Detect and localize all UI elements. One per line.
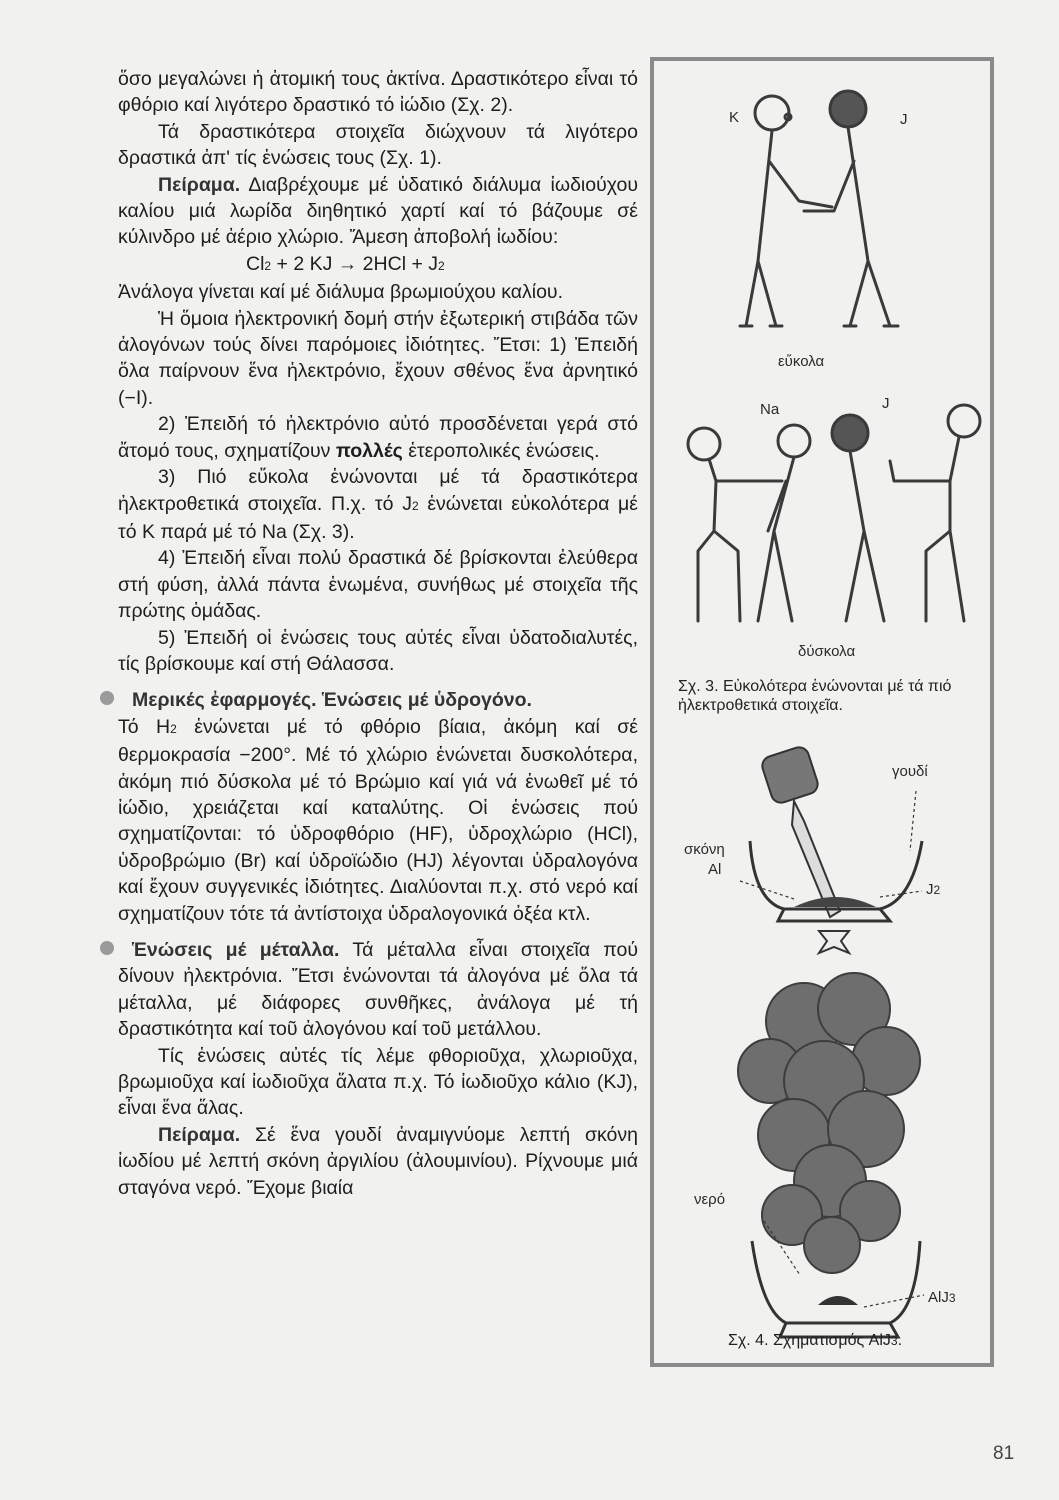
text-span: 3) Πιό εὔκολα ἑνώνονται μέ τά δραστικότερα ἠλεκτροθετικά στοιχεῖα. Π.χ. τό J [118,466,638,515]
subscript: 2 [411,498,419,513]
right-figure-body [890,437,964,621]
paragraph [118,464,638,545]
section-hydrogen [118,687,638,713]
subscript: 2 [264,258,272,273]
potassium-head [755,96,789,130]
product-pile [818,1296,858,1305]
paragraph: Ἡ ὅμοια ἠλεκτρονική δομή στήν ἐξωτερική στιβάδα τῶν ἀλογόνων τούς δίνει παρόμοιες ἰδιότητες. Ἔτσι: 1) Ἐπειδή ὅλα παίρνουν ἕνα ἠλεκτρόνιο, ἔχουν σθένος ἕνα ἀρνητικό (−I). [118,307,638,409]
subscript: 2 [438,258,445,273]
left-figure-body [698,459,782,621]
equation-part: Cl [246,252,265,275]
paragraph: 5) Ἐπειδή οἱ ἑνώσεις τους αὐτές εἶναι ὑδατοδιαλυτές, τίς βρίσκουμε καί στή Θάλασσα. [118,626,638,675]
sodium-head [778,425,810,457]
paragraph: ὅσο μεγαλώνει ἡ ἀτομική τους ἀκτίνα. Δραστικότερο εἶναι τό φθόριο καί λιγότερο δραστικό τό ἰώδιο (Σχ. 2). [118,68,638,117]
label-na: Na [760,401,780,418]
experiment-text: Διαβρέχουμε μέ ὑδατικό διάλυμα ἰωδιούχου καλίου μιά λωρίδα διηθητικό χαρτί καί τό βάζουμε σέ κύλινδρο μέ ἀέριο χλώριο. Ἄμεση ἀποβολή ἰωδίου: [118,173,638,249]
chemical-equation [118,251,638,279]
label-alj3-text: AlJ [928,1289,949,1306]
subscript: 2 [170,721,177,736]
iodine-head-2 [832,415,868,451]
section-heading: Ἑνώσεις μέ μέταλλα. [132,939,340,961]
label-k: K [729,109,740,126]
paragraph [118,714,638,927]
subscript: 3 [890,1334,898,1348]
stick-figures-hard [688,405,980,621]
text-span: 2) Ἐπειδή τό ἠλεκτρόνιο αὐτό προσδένεται γερά στό ἄτομό τους, σχηματίζουν [118,413,638,462]
page-number: 81 [993,1443,1015,1464]
subscript: 3 [948,1291,956,1305]
label-water: νερό [694,1191,726,1208]
stick-figures-easy [740,91,898,326]
right-figure-head [948,405,980,437]
experiment-paragraph [118,1122,638,1201]
label-j-top: J [900,111,908,128]
iodine-head [830,91,866,127]
figure-panel [650,57,994,1367]
label-alj3 [928,1289,956,1306]
paragraph [118,411,638,464]
experiment-paragraph [118,172,638,251]
subscript: 2 [933,883,941,897]
label-j2-text: J [926,881,934,898]
label-easy: εὔκολα [778,353,825,370]
caption-period: . [897,1332,903,1349]
paragraph: 4) Ἐπειδή εἶναι πολύ δραστικά δέ βρίσκονται ἐλεύθερα στή φύση, ἀλλά πάντα ἑνωμένα, συνήθως μέ στοιχεῖα τῆς πρώτης ὁμάδας. [118,547,638,623]
iodine-body [804,127,890,326]
paragraph: Τά δραστικότερα στοιχεῖα διώχνουν τά λιγότερο δραστικά ἀπ' τίς ἑνώσεις τους (Σχ. 1). [118,120,638,170]
text-span: ἑτεροπολικές ἑνώσεις. [402,439,600,462]
label-j2 [926,881,940,898]
label-mortar: γουδί [892,763,928,780]
experiment-label: Πείραμα. [158,1123,241,1146]
iodine-smoke-cloud [738,973,920,1273]
experiment-text: Σέ ἕνα γουδί ἀναμιγνύομε λεπτή σκόνη ἰωδίου μέ λεπτή σκόνη ἀργιλίου (ἀλουμινίου). Ρίχνουμε μιά σταγόνα νερό. Ἔχομε βιαία [118,1123,638,1199]
text-span: ἑνώνεται μέ τό φθόριο βίαια, ἀκόμη καί σέ θερμοκρασία −200°. Μέ τό χλώριο ἑνώνεται δυσκολότερα, ἀκόμη πιό δύσκολα μέ τό Βρώμιο καί γιά νά ἑνωθεῖ μέ τό ἰώδιο, χρειάζεται καί καταλύτης. Οἱ ἑνώσεις πού σχηματίζονται: τό ὑδροφθόριο (HF), ὑδροχλώριο (HCl), ὑδροβρώμιο (Br) καί ὑδροϊώδιο (HJ) λέγονται ὑδραλογόνα καί ἔχουν συγγενικές ἰδιότητες. Διαλύονται π.χ. στό νερό καί σχηματίζουν τότε τά ἀντίστοιχα ὑδραλογονικά ὀξέα κτλ. [118,715,638,925]
paragraph: Ἀνάλογα γίνεται καί μέ διάλυμα βρωμιούχου καλίου. [118,281,564,304]
potassium-body [746,131,832,326]
hand-icon [760,745,820,805]
section-heading: Μερικές ἐφαρμογές. Ἑνώσεις μέ ὑδρογόνο. [132,689,532,712]
figure4-caption [728,1331,988,1351]
experiment-label: Πείραμα. [158,173,241,196]
equation-part: + 2 KJ → 2HCl + J [271,252,439,275]
text-span: Τό H [118,715,171,738]
section-metals [118,937,638,1043]
left-figure-head [688,428,720,460]
label-al: Al [708,861,722,878]
main-text-column [118,66,638,1201]
figure3-caption: Σχ. 3. Εὐκολότερα ἑνώνονται μέ τά πιό ἠλεκτροθετικά στοιχεῖα. [678,678,952,714]
iodine-body-2 [846,451,884,621]
powder-pile [794,897,876,907]
text-span: Τά μέταλλα εἶναι στοιχεῖα πού δίνουν ἠλεκτρόνια. Ἔτσι ἑνώνονται τά ἀλογόνα μέ ὅλα τά μέταλλα, μέ διάφορες συνθῆκες, ἀνάλογα μέ τή δραστικότητα καί τοῦ ἀλογόνου καί τοῦ μετάλλου. [118,939,638,1041]
label-j-mid: J [882,395,890,412]
figure4-caption-text: Σχ. 4. Σχηματισμός AlJ [728,1332,891,1349]
bullet-icon [100,691,114,705]
paragraph: Τίς ἑνώσεις αὐτές τίς λέμε φθοριοῦχα, χλωριοῦχα, βρωμιοῦχα καί ἰωδιοῦχα ἅλατα π.χ. Τό ἰωδιοῦχο κάλιο (KJ), εἶναι ἕνα ἅλας. [118,1044,638,1120]
label-hard: δύσκολα [798,643,856,660]
label-powder: σκόνη [684,841,725,858]
bullet-icon [100,941,114,955]
emphasis: πολλές [335,439,403,462]
arrow-down-icon [819,931,849,953]
text-span: ἑνώνεται εὐκολότερα μέ τό K παρά μέ τό Na (Σχ. 3). [118,492,638,543]
